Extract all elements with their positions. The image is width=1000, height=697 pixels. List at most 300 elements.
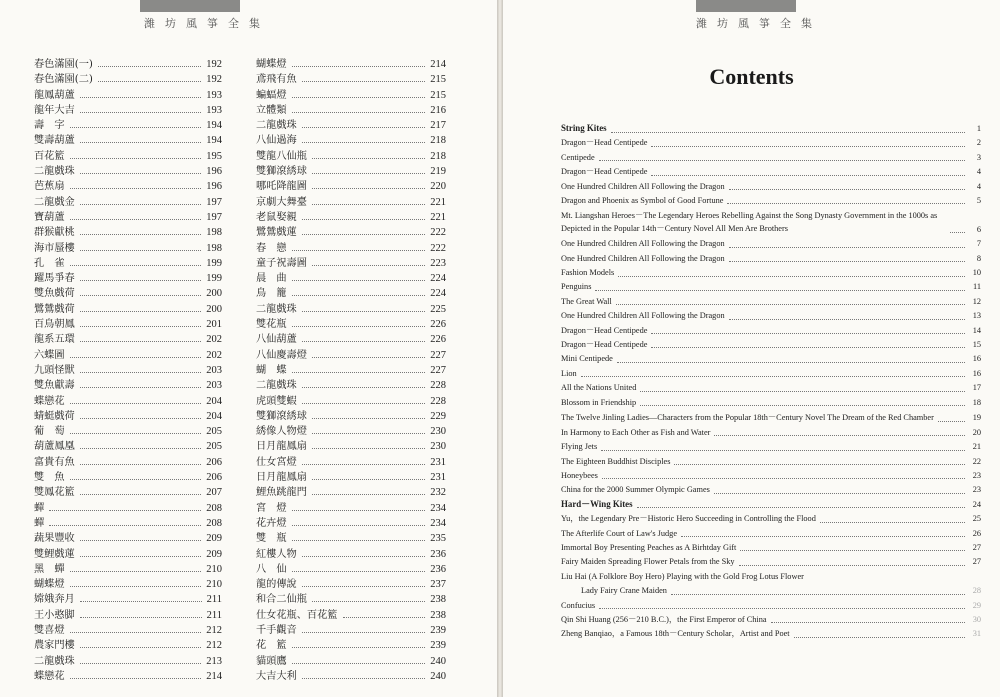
toc-entry [34, 239, 222, 254]
toc-entry-page: 200 [206, 288, 222, 300]
toc-entry [561, 339, 981, 351]
toc-entry-title: 葫蘆鳳凰 [34, 441, 75, 453]
toc-entry [34, 284, 222, 299]
toc-entry-title: Mt. Liangshan Heroes－The Legendary Heroes Rebelling Against the Song Dynasty Government in the 1000s as Depicted in the Popular 14th－Century Novel All Men Are Brothers [561, 211, 938, 234]
dot-leader [292, 372, 426, 373]
toc-entry-page: 23 [972, 485, 981, 495]
toc-entry-page: 194 [206, 120, 222, 132]
toc-entry-title: 王小憨脚 [34, 609, 75, 621]
toc-entry-page: 227 [430, 349, 446, 361]
dot-leader [70, 571, 202, 572]
toc-entry [561, 152, 981, 164]
toc-entry-title: 雙魚戲荷 [34, 288, 75, 300]
dot-leader [617, 362, 965, 363]
toc-entry [34, 346, 222, 361]
dot-leader [80, 341, 202, 342]
toc-entry [34, 606, 222, 621]
toc-entry [34, 545, 222, 560]
toc-entry-title: Blossom in Friendship [561, 397, 637, 407]
toc-entry-title: 日月龍鳳扇 [256, 472, 307, 484]
dot-leader [80, 326, 202, 327]
dot-leader [681, 536, 965, 537]
dot-leader [80, 173, 202, 174]
dot-leader [714, 493, 965, 494]
dot-leader [302, 403, 426, 404]
dot-leader [651, 146, 965, 147]
toc-entry-page: 222 [430, 227, 446, 239]
dot-leader [637, 507, 965, 508]
toc-entry-title: 雙魚獻壽 [34, 380, 75, 392]
toc-entry [561, 600, 981, 612]
toc-entry-page: 30 [972, 614, 981, 624]
toc-entry-title: 春色滿園(二) [34, 74, 93, 86]
toc-entry-page: 231 [430, 456, 446, 468]
toc-entry-page: 219 [430, 166, 446, 178]
toc-column-1 [34, 55, 222, 682]
toc-entry-title: 仕女宮燈 [256, 456, 297, 468]
toc-entry-page: 208 [206, 517, 222, 529]
dot-leader [80, 250, 202, 251]
toc-entry-title: 鷺鷥戲蓮 [256, 227, 297, 239]
toc-entry-title: 老鼠娶親 [256, 211, 297, 223]
toc-entry-title: Lady Fairy Crane Maiden [581, 586, 667, 596]
dot-leader [771, 622, 965, 623]
toc-entry-page: 192 [206, 74, 222, 86]
toc-entry [561, 628, 981, 640]
dot-leader [80, 494, 202, 495]
toc-entry-page: 228 [430, 380, 446, 392]
toc-entry-title: 二龍戲珠 [34, 166, 75, 178]
dot-leader [70, 632, 202, 633]
toc-entry [561, 368, 981, 380]
toc-entry-page: 209 [206, 533, 222, 545]
toc-entry-title: 百鳥朝鳳 [34, 319, 75, 331]
toc-entry-page: 226 [430, 334, 446, 346]
toc-entry-page: 209 [206, 548, 222, 560]
toc-entry-title: Dragon－Head Centipede [561, 138, 648, 148]
toc-entry-title: 龍的傳說 [256, 579, 297, 591]
toc-entry [34, 177, 222, 192]
running-header: 濰坊風箏全集 [144, 17, 270, 30]
toc-entry-page: 195 [206, 150, 222, 162]
toc-entry-page: 12 [972, 296, 981, 306]
toc-entry-title: 鷺鷥戲荷 [34, 303, 75, 315]
toc-entry-title: Mini Centipede [561, 354, 613, 364]
dot-leader [292, 326, 426, 327]
toc-entry [34, 269, 222, 284]
left-page [0, 0, 497, 697]
toc-entry-page: 193 [206, 89, 222, 101]
dot-leader [651, 175, 965, 176]
toc-entry-page: 240 [430, 670, 446, 682]
dot-leader [292, 97, 426, 98]
toc-entry-page: 229 [430, 410, 446, 422]
toc-entry [561, 353, 981, 365]
dot-leader [312, 265, 425, 266]
dot-leader [674, 464, 965, 465]
toc-entry-page: 216 [430, 104, 446, 116]
toc-entry [561, 556, 981, 568]
toc-entry [34, 70, 222, 85]
toc-entry-page: 2 [976, 138, 981, 148]
toc-entry [561, 528, 981, 540]
toc-entry [256, 453, 446, 468]
toc-entry-title: The Eighteen Buddhist Disciples [561, 456, 671, 466]
dot-leader [312, 479, 425, 480]
toc-entry-title: 龍年大吉 [34, 104, 75, 116]
toc-entry-title: Dragon－Head Centipede [561, 167, 648, 177]
toc-entry [561, 427, 981, 439]
toc-entry [256, 284, 446, 299]
toc-entry [256, 437, 446, 452]
toc-entry-page: 8 [976, 253, 981, 263]
toc-entry-page: 15 [972, 339, 981, 349]
toc-entry-title: 雙喜燈 [34, 624, 65, 636]
dot-leader [729, 319, 965, 320]
toc-entry [256, 269, 446, 284]
toc-entry-page: 202 [206, 349, 222, 361]
toc-entry [561, 411, 981, 424]
toc-entry-page: 238 [430, 594, 446, 606]
toc-entry-title: 八仙葫蘆 [256, 334, 297, 346]
toc-entry-title: 龍鳳葫蘆 [34, 89, 75, 101]
toc-entry-page: 18 [972, 397, 981, 407]
toc-entry [34, 147, 222, 162]
toc-entry-page: 220 [430, 181, 446, 193]
toc-entry-title: 紅樓人物 [256, 548, 297, 560]
dot-leader [292, 510, 426, 511]
toc-entry-page: 221 [430, 196, 446, 208]
toc-entry [34, 162, 222, 177]
dot-leader [302, 632, 426, 633]
toc-entry [34, 652, 222, 667]
dot-leader [671, 594, 965, 595]
toc-entry-title: 虎頭雙蝦 [256, 395, 297, 407]
toc-entry-title: 六蝶圖 [34, 349, 65, 361]
toc-entry-title: Honeybees [561, 470, 598, 480]
toc-entry [34, 55, 222, 70]
toc-entry [561, 397, 981, 409]
toc-entry-title: Liu Hai (A Folklore Boy Hero) Playing with the Gold Frog Lotus Flower [561, 571, 804, 581]
toc-entry-page: 203 [206, 364, 222, 376]
toc-entry-title: 鳶飛有魚 [256, 74, 297, 86]
dot-leader [80, 418, 202, 419]
toc-entry-page: 17 [972, 383, 981, 393]
dot-leader [729, 189, 965, 190]
dot-leader [70, 357, 202, 358]
toc-entry-title: 千手觀音 [256, 624, 297, 636]
toc-entry-title: One Hundred Children All Following the Dragon [561, 181, 725, 191]
dot-leader [312, 433, 425, 434]
toc-entry-title: Dragon and Phoenix as Symbol of Good Fortune [561, 195, 724, 205]
toc-entry-page: 27 [972, 557, 981, 567]
dot-leader [312, 158, 425, 159]
toc-entry-page: 235 [430, 533, 446, 545]
toc-entry-page: 10 [972, 268, 981, 278]
dot-leader [80, 280, 202, 281]
toc-entry-title: 龍系五環 [34, 334, 75, 346]
toc-entry-page: 19 [972, 413, 981, 423]
toc-entry [561, 238, 981, 250]
toc-entry-title: One Hundred Children All Following the Dragon [561, 253, 725, 263]
toc-entry-title: String Kites [561, 123, 607, 133]
toc-entry-page: 20 [972, 427, 981, 437]
toc-entry-title: 雙 瓶 [256, 533, 287, 545]
toc-entry-page: 205 [206, 441, 222, 453]
toc-entry [561, 253, 981, 265]
toc-entry-title: Penguins [561, 282, 592, 292]
toc-entry-title: 二龍戲珠 [256, 120, 297, 132]
dot-leader [651, 347, 965, 348]
toc-entry-title: 雙鯉戲蓮 [34, 548, 75, 560]
toc-entry [256, 529, 446, 544]
toc-entry [256, 193, 446, 208]
toc-entry-page: 21 [972, 442, 981, 452]
right-page [503, 0, 1000, 697]
toc-entry [34, 101, 222, 116]
toc-entry-page: 202 [206, 334, 222, 346]
toc-entry-title: 花卉燈 [256, 517, 287, 529]
toc-entry-title: 鳥 籠 [256, 288, 287, 300]
toc-entry-page: 225 [430, 303, 446, 315]
toc-entry-title: Fashion Models [561, 268, 615, 278]
toc-entry-title: The Great Wall [561, 296, 612, 306]
toc-entry-title: 孔 雀 [34, 257, 65, 269]
dot-leader [80, 311, 202, 312]
dot-leader [80, 295, 202, 296]
dot-leader [302, 127, 426, 128]
dot-leader [595, 290, 965, 291]
toc-entry-title: 海市蜃樓 [34, 242, 75, 254]
dot-leader [820, 522, 965, 523]
toc-entry-page: 227 [430, 364, 446, 376]
toc-entry-title: 百花籃 [34, 150, 65, 162]
toc-entry [256, 361, 446, 376]
toc-entry [561, 310, 981, 322]
toc-entry [34, 116, 222, 131]
toc-entry-page: 240 [430, 655, 446, 667]
dot-leader [80, 617, 202, 618]
dot-leader [292, 525, 426, 526]
toc-section-heading [561, 123, 981, 135]
header-bar [140, 0, 240, 12]
dot-leader [292, 250, 426, 251]
dot-leader [618, 276, 965, 277]
toc-entry-page: 28 [972, 586, 981, 596]
toc-entry-page: 4 [976, 181, 981, 191]
toc-entry-title: The Afterlife Court of Law's Judge [561, 528, 678, 538]
toc-entry [561, 513, 981, 525]
dot-leader [599, 608, 965, 609]
toc-entry-title: In Harmony to Each Other as Fish and Water [561, 427, 711, 437]
toc-entry-title: 童子祝壽圖 [256, 257, 307, 269]
toc-entry-title: One Hundred Children All Following the Dragon [561, 239, 725, 249]
toc-entry-page: 224 [430, 273, 446, 285]
toc-entry [561, 209, 981, 235]
dot-leader [302, 586, 426, 587]
dot-leader [70, 586, 202, 587]
dot-leader [611, 132, 965, 133]
dot-leader [302, 464, 426, 465]
dot-leader [343, 617, 426, 618]
toc-entry-title: 八仙慶壽燈 [256, 349, 307, 361]
toc-entry [256, 499, 446, 514]
contents-heading: Contents [709, 64, 794, 89]
dot-leader [302, 219, 426, 220]
toc-entry-title: Dragon－Head Centipede [561, 339, 648, 349]
toc-entry-title: 八仙過海 [256, 135, 297, 147]
toc-entry [561, 470, 981, 482]
toc-entry [34, 300, 222, 315]
dot-leader [292, 663, 426, 664]
toc-entry-page: 27 [972, 542, 981, 552]
toc-entry [34, 575, 222, 590]
toc-entry [256, 652, 446, 667]
toc-entry [561, 195, 981, 207]
toc-entry [256, 636, 446, 651]
toc-entry-title: 富貴有魚 [34, 456, 75, 468]
dot-leader [302, 678, 426, 679]
toc-entry [256, 55, 446, 70]
header-bar [696, 0, 796, 12]
toc-entry-page: 5 [976, 195, 981, 205]
toc-entry [34, 315, 222, 330]
toc-entry-title: 二龍戲珠 [256, 303, 297, 315]
toc-entry-page: 16 [972, 368, 981, 378]
toc-entry-page: 221 [430, 211, 446, 223]
dot-leader [302, 387, 426, 388]
toc-entry [256, 177, 446, 192]
toc-entry-page: 196 [206, 181, 222, 193]
toc-entry-page: 7 [976, 239, 981, 249]
toc-entry [34, 254, 222, 269]
toc-entry-title: 二龍戲珠 [256, 380, 297, 392]
dot-leader [729, 247, 965, 248]
dot-leader [727, 203, 965, 204]
dot-leader [292, 571, 426, 572]
toc-entry-page: 224 [430, 288, 446, 300]
dot-leader [312, 418, 425, 419]
dot-leader [302, 556, 426, 557]
dot-leader [98, 66, 201, 67]
dot-leader [601, 450, 965, 451]
toc-entry [256, 392, 446, 407]
toc-entry-title: 蝶戀花 [34, 670, 65, 682]
toc-entry-title: Confucius [561, 600, 596, 610]
dot-leader [80, 387, 202, 388]
toc-entry-title: 八 仙 [256, 563, 287, 575]
toc-entry-title: 蝴蝶燈 [256, 59, 287, 70]
toc-entry-page: 200 [206, 303, 222, 315]
toc-entry-title: 日月龍鳳扇 [256, 441, 307, 453]
toc-entry [256, 422, 446, 437]
toc-entry [256, 667, 446, 682]
toc-entry [561, 484, 981, 496]
toc-entry [34, 407, 222, 422]
dot-leader [312, 494, 425, 495]
toc-entry-page: 197 [206, 211, 222, 223]
toc-entry-title: 蟬 [34, 517, 45, 529]
toc-entry-page: 14 [972, 325, 981, 335]
toc-entry [256, 376, 446, 391]
toc-entry [34, 560, 222, 575]
dot-leader [80, 540, 202, 541]
dot-leader [70, 403, 202, 404]
toc-entry [256, 483, 446, 498]
toc-entry-title: 哪吒降龍圖 [256, 181, 307, 193]
toc-entry [256, 254, 446, 269]
toc-entry-page: 23 [972, 470, 981, 480]
toc-entry-title: 春 戀 [256, 242, 287, 254]
toc-entry [256, 346, 446, 361]
toc-column-2 [256, 55, 446, 682]
dot-leader [80, 97, 202, 98]
toc-entry-title: Lion [561, 368, 577, 378]
toc-entry-title: 大吉大利 [256, 670, 297, 682]
toc-entry-title: 九頭怪獸 [34, 364, 75, 376]
toc-entry-page: 205 [206, 426, 222, 438]
toc-entry [256, 621, 446, 636]
toc-entry [256, 545, 446, 560]
toc-entry-title: 雙花瓶 [256, 319, 287, 331]
toc-entry-page: 217 [430, 120, 446, 132]
toc-entry-title: 蝴蝶燈 [34, 579, 65, 591]
toc-entry [561, 296, 981, 308]
toc-entry-page: 198 [206, 227, 222, 239]
toc-entry-title: The Twelve Jinling Ladies—Characters from the Popular 18th－Century Novel The Dream of the Red Chamber [561, 412, 934, 422]
dot-leader [80, 448, 202, 449]
toc-entry [256, 162, 446, 177]
dot-leader [651, 333, 965, 334]
toc-entry [256, 315, 446, 330]
toc-entry-page: 211 [206, 609, 222, 621]
toc-entry-page: 210 [206, 579, 222, 591]
toc-entry-page: 234 [430, 502, 446, 514]
toc-entry [34, 468, 222, 483]
toc-entry-page: 194 [206, 135, 222, 147]
toc-entry [561, 166, 981, 178]
toc-entry [34, 422, 222, 437]
toc-entry [256, 208, 446, 223]
toc-entry [34, 590, 222, 605]
toc-entry-page: 238 [430, 609, 446, 621]
toc-entry-page: 198 [206, 242, 222, 254]
toc-entry-title: 躍馬爭春 [34, 273, 75, 285]
toc-entry [34, 529, 222, 544]
dot-leader [312, 448, 425, 449]
toc-entry-page: 24 [972, 499, 981, 509]
dot-leader [98, 81, 201, 82]
toc-entry-title: 蝴 蝶 [256, 364, 287, 376]
dot-leader [70, 678, 202, 679]
toc-entry [561, 456, 981, 468]
toc-entry-title: Flying Jets [561, 442, 598, 452]
dot-leader [302, 311, 426, 312]
toc-entry-title: 蝙蝠燈 [256, 89, 287, 101]
dot-leader [70, 433, 202, 434]
toc-entry-title: 雙壽葫蘆 [34, 135, 75, 147]
toc-entry-page: 223 [430, 257, 446, 269]
toc-entry-title: 貓頭鷹 [256, 655, 287, 667]
dot-leader [302, 341, 426, 342]
dot-leader [292, 66, 426, 67]
dot-leader [80, 234, 202, 235]
toc-entry-page: 206 [206, 472, 222, 484]
toc-entry-title: 雙獅滾綉球 [256, 166, 307, 178]
dot-leader [80, 204, 202, 205]
toc-entry [34, 483, 222, 498]
dot-leader [302, 142, 426, 143]
